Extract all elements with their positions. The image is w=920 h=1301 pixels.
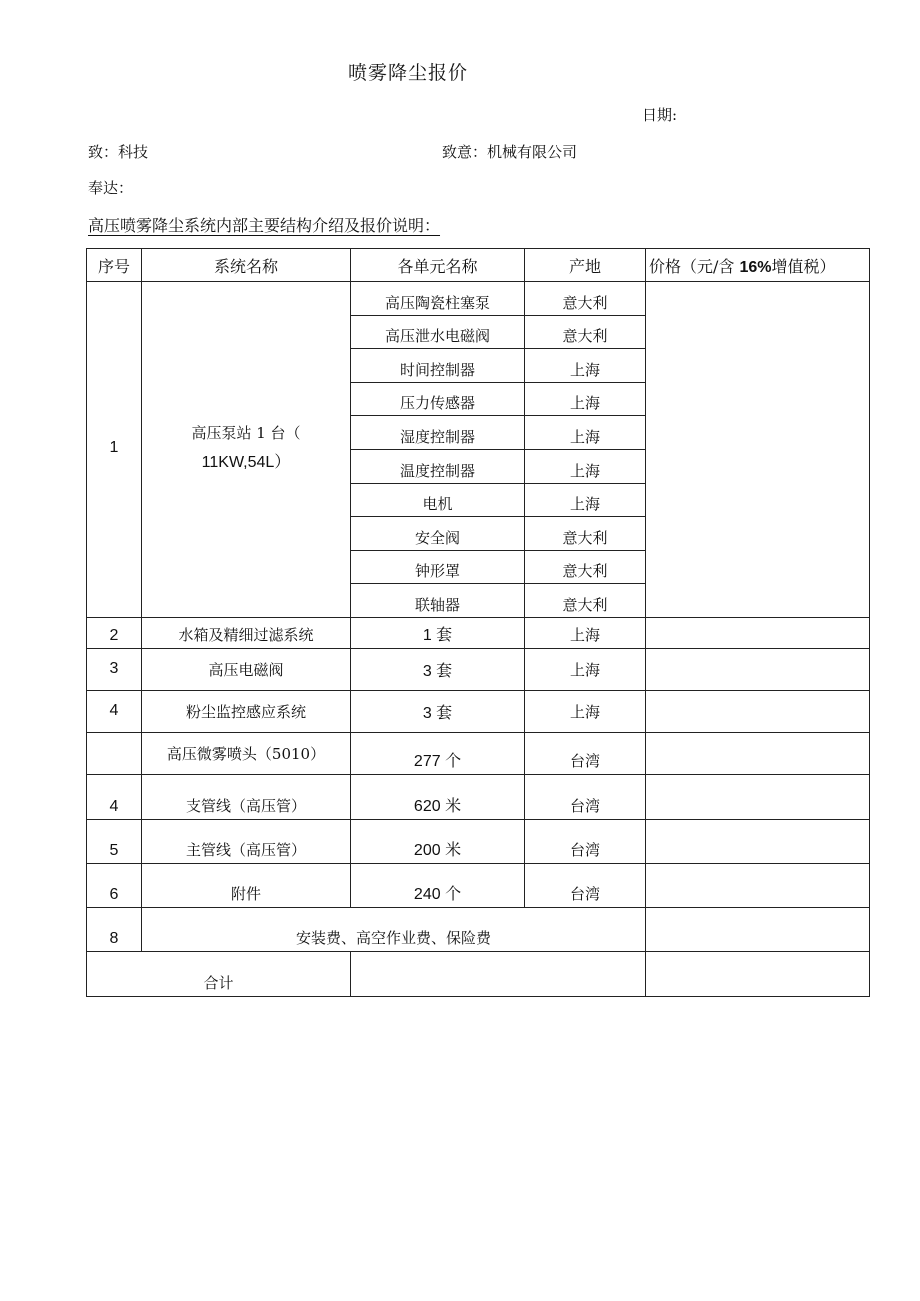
- component-unit: 温度控制器: [351, 449, 525, 483]
- header-price-rate: 16%: [739, 258, 772, 276]
- row-origin: 上海: [525, 617, 646, 648]
- row-system: 附件: [142, 863, 351, 907]
- component-origin: 上海: [525, 483, 646, 517]
- row-seq: 4: [87, 690, 142, 732]
- total-label: 合计: [87, 951, 351, 996]
- header-system-name: 系统名称: [142, 249, 351, 282]
- header-price: [646, 249, 870, 282]
- component-unit: 湿度控制器: [351, 416, 525, 450]
- intro-heading: 高压喷雾降尘系统内部主要结构介绍及报价说明：: [88, 216, 441, 235]
- row-unit: 3 套: [351, 690, 525, 732]
- pump-price-cell: [646, 282, 870, 618]
- install-row: [87, 907, 870, 951]
- header-price-prefix: 价格（元/含: [649, 256, 740, 276]
- header-unit-name: 各单元名称: [351, 249, 525, 282]
- component-unit: 压力传感器: [351, 382, 525, 416]
- component-origin: 意大利: [525, 584, 646, 618]
- row-unit: 620 米: [351, 774, 525, 819]
- row-price: [646, 819, 870, 863]
- component-unit: 电机: [351, 483, 525, 517]
- component-origin: 上海: [525, 449, 646, 483]
- header-price-suffix: 增值税）: [771, 256, 836, 276]
- table-row: [87, 648, 870, 690]
- page-title: 喷雾降尘报价: [348, 62, 469, 84]
- row-price: [646, 617, 870, 648]
- component-unit: 高压泄水电磁阀: [351, 315, 525, 349]
- total-price: [646, 951, 870, 996]
- row-origin: 台湾: [525, 774, 646, 819]
- row-origin: 台湾: [525, 863, 646, 907]
- quote-table: [86, 248, 870, 997]
- row-system: 高压微雾喷头（5010）: [142, 732, 351, 774]
- table-row: [87, 774, 870, 819]
- table-row: [87, 819, 870, 863]
- row-origin: 上海: [525, 690, 646, 732]
- table-row: [87, 732, 870, 774]
- pump-name-line1: 高压泵站 1 台（: [191, 424, 301, 443]
- component-origin: 意大利: [525, 550, 646, 584]
- row-price: [646, 863, 870, 907]
- row-price: [646, 774, 870, 819]
- table-row: [87, 617, 870, 648]
- row-unit: 3 套: [351, 648, 525, 690]
- row-origin: 上海: [525, 648, 646, 690]
- component-unit: 联轴器: [351, 584, 525, 618]
- pump-seq-cell: 1: [87, 282, 142, 618]
- component-origin: 上海: [525, 382, 646, 416]
- component-origin: 意大利: [525, 517, 646, 551]
- row-unit: 277 个: [351, 732, 525, 774]
- total-row: [87, 951, 870, 996]
- row-seq: 3: [87, 648, 142, 690]
- row-system: 高压电磁阀: [142, 648, 351, 690]
- component-unit: 时间控制器: [351, 349, 525, 383]
- row-system: 水箱及精细过滤系统: [142, 617, 351, 648]
- component-unit: 钟形罩: [351, 550, 525, 584]
- install-label: 安装费、高空作业费、保险费: [142, 907, 646, 951]
- row-seq: [87, 732, 142, 774]
- row-seq: 5: [87, 819, 142, 863]
- pump-name-line2: 11KW,54L）: [201, 454, 291, 472]
- row-price: [646, 732, 870, 774]
- header-seq: 序号: [87, 249, 142, 282]
- component-unit: 高压陶瓷柱塞泵: [351, 282, 525, 316]
- total-value: [351, 951, 646, 996]
- row-unit: 240 个: [351, 863, 525, 907]
- row-unit: 200 米: [351, 819, 525, 863]
- row-price: [646, 690, 870, 732]
- table-row: [87, 690, 870, 732]
- component-origin: 上海: [525, 416, 646, 450]
- table-row: [87, 282, 870, 316]
- component-origin: 意大利: [525, 282, 646, 316]
- row-seq: 2: [87, 617, 142, 648]
- table-header-row: [87, 249, 870, 282]
- row-seq: 4: [87, 774, 142, 819]
- row-system: 主管线（高压管）: [142, 819, 351, 863]
- row-system: 支管线（高压管）: [142, 774, 351, 819]
- table-row: [87, 863, 870, 907]
- date-label: 日期:: [642, 106, 678, 124]
- row-origin: 台湾: [525, 732, 646, 774]
- row-price: [646, 648, 870, 690]
- row-origin: 台湾: [525, 819, 646, 863]
- row-unit: 1 套: [351, 617, 525, 648]
- component-unit: 安全阀: [351, 517, 525, 551]
- install-seq: 8: [87, 907, 142, 951]
- row-seq: 6: [87, 863, 142, 907]
- component-origin: 上海: [525, 349, 646, 383]
- header-origin: 产地: [525, 249, 646, 282]
- install-price: [646, 907, 870, 951]
- component-origin: 意大利: [525, 315, 646, 349]
- recipient-label: 致：科技: [88, 143, 149, 161]
- pump-system-cell: [142, 282, 351, 618]
- regards-label: 致意：机械有限公司: [442, 143, 578, 161]
- row-system: 粉尘监控感应系统: [142, 690, 351, 732]
- sender-label: 奉达：: [88, 179, 134, 197]
